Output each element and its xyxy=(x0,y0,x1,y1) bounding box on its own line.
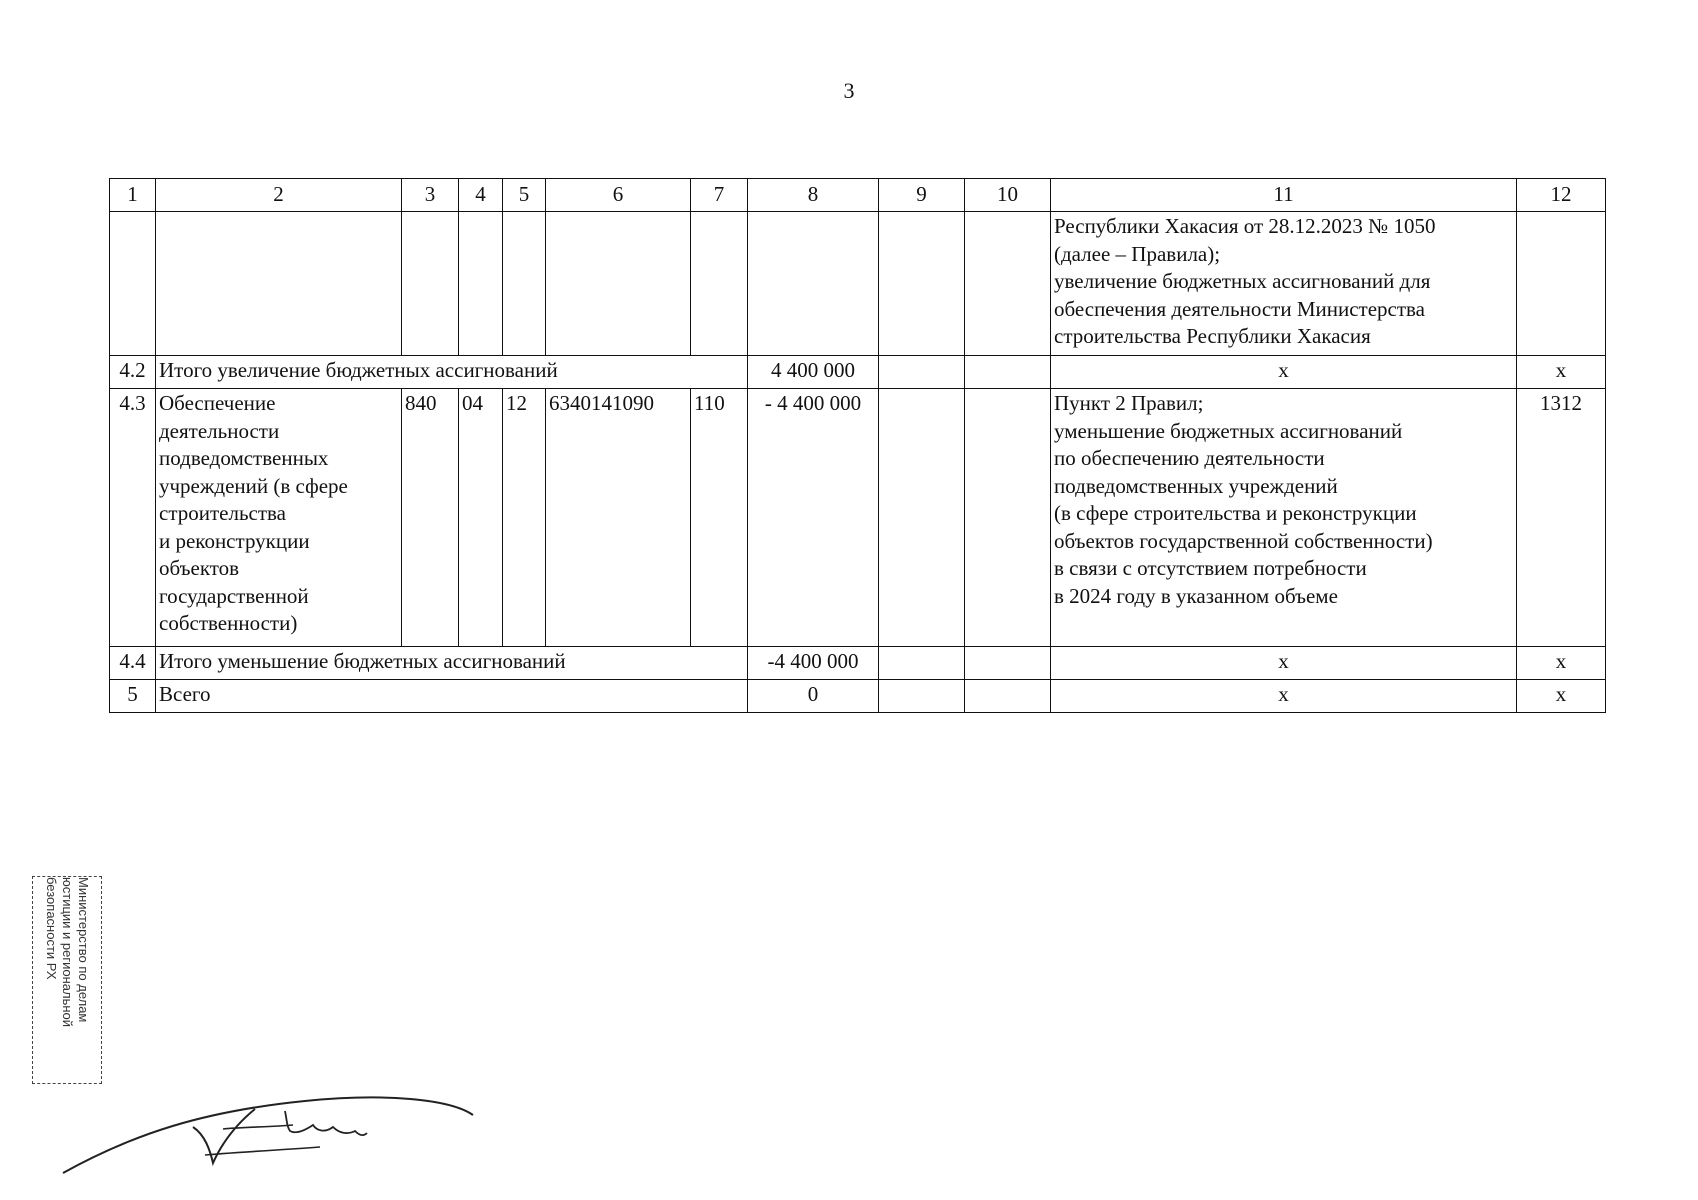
header-row xyxy=(110,179,1606,212)
expense-type-cell: 110 xyxy=(691,389,748,647)
table-row-grand-total xyxy=(110,680,1606,713)
budget-table xyxy=(109,178,1606,713)
code-cell: x xyxy=(1517,647,1606,680)
table-cell xyxy=(965,356,1051,389)
table-cell xyxy=(879,647,965,680)
table-cell xyxy=(965,647,1051,680)
amount-cell: - 4 400 000 xyxy=(748,389,879,647)
subsection-code-cell: 12 xyxy=(503,389,546,647)
table-cell xyxy=(546,212,691,356)
amount-cell: -4 400 000 xyxy=(748,647,879,680)
row-number: 4.4 xyxy=(110,647,156,680)
section-code-cell: 04 xyxy=(459,389,503,647)
table-row-total-decrease xyxy=(110,647,1606,680)
amount-cell: 0 xyxy=(748,680,879,713)
table-cell xyxy=(879,212,965,356)
table-cell xyxy=(879,356,965,389)
table-cell xyxy=(503,212,546,356)
header-cell: 12 xyxy=(1517,179,1606,212)
header-cell: 8 xyxy=(748,179,879,212)
header-cell: 2 xyxy=(156,179,402,212)
header-cell: 3 xyxy=(402,179,459,212)
ministry-code-cell: 840 xyxy=(402,389,459,647)
total-label: Итого увеличение бюджетных ассигнований xyxy=(156,356,748,389)
row-number: 4.2 xyxy=(110,356,156,389)
header-cell: 9 xyxy=(879,179,965,212)
target-article-cell: 6340141090 xyxy=(546,389,691,647)
table-cell xyxy=(691,212,748,356)
table-row-item xyxy=(110,389,1606,647)
header-cell: 6 xyxy=(546,179,691,212)
table-row-continuation xyxy=(110,212,1606,356)
table-cell xyxy=(748,212,879,356)
table-cell xyxy=(965,680,1051,713)
table-cell xyxy=(965,389,1051,647)
stamp-text xyxy=(43,877,91,1083)
amount-cell: 4 400 000 xyxy=(748,356,879,389)
total-label: Всего xyxy=(156,680,748,713)
header-cell: 4 xyxy=(459,179,503,212)
justification-cell: x xyxy=(1051,680,1517,713)
stamp-line: безопасности РХ xyxy=(44,877,59,980)
header-cell: 7 xyxy=(691,179,748,212)
header-cell: 5 xyxy=(503,179,546,212)
code-cell: 1312 xyxy=(1517,389,1606,647)
justification-cell: x xyxy=(1051,356,1517,389)
table-cell xyxy=(879,680,965,713)
stamp-line: юстиции и региональной xyxy=(60,877,75,1028)
row-number: 5 xyxy=(110,680,156,713)
total-label: Итого уменьшение бюджетных ассигнований xyxy=(156,647,748,680)
code-cell: x xyxy=(1517,680,1606,713)
item-name-cell: Обеспечение деятельности подведомственных учреждений (в сфере строительства и реконструкции объектов государственной собственности) xyxy=(156,389,402,647)
justification-cell: Республики Хакасия от 28.12.2023 № 1050 (далее – Правила); увеличение бюджетных ассигнований для обеспечения деятельности Министерства строительства Республики Хакасия xyxy=(1051,212,1517,356)
registration-stamp xyxy=(32,876,102,1084)
justification-cell: Пункт 2 Правил; уменьшение бюджетных ассигнований по обеспечению деятельности подведомственных учреждений (в сфере строительства и реконструкции объектов государственной собственности) в связи с отсутствием потребности в 2024 году в указанном объеме xyxy=(1051,389,1517,647)
table-cell xyxy=(459,212,503,356)
page-number: 3 xyxy=(843,78,855,103)
table-cell xyxy=(1517,212,1606,356)
table-cell xyxy=(879,389,965,647)
header-cell: 10 xyxy=(965,179,1051,212)
table-cell xyxy=(965,212,1051,356)
table-cell xyxy=(156,212,402,356)
code-cell: x xyxy=(1517,356,1606,389)
header-cell: 1 xyxy=(110,179,156,212)
table-cell xyxy=(402,212,459,356)
justification-cell: x xyxy=(1051,647,1517,680)
stamp-line: Министерство по делам xyxy=(76,877,91,1023)
row-number: 4.3 xyxy=(110,389,156,647)
table-row-total-increase xyxy=(110,356,1606,389)
header-cell: 11 xyxy=(1051,179,1517,212)
table-cell xyxy=(110,212,156,356)
signature xyxy=(55,1075,485,1185)
